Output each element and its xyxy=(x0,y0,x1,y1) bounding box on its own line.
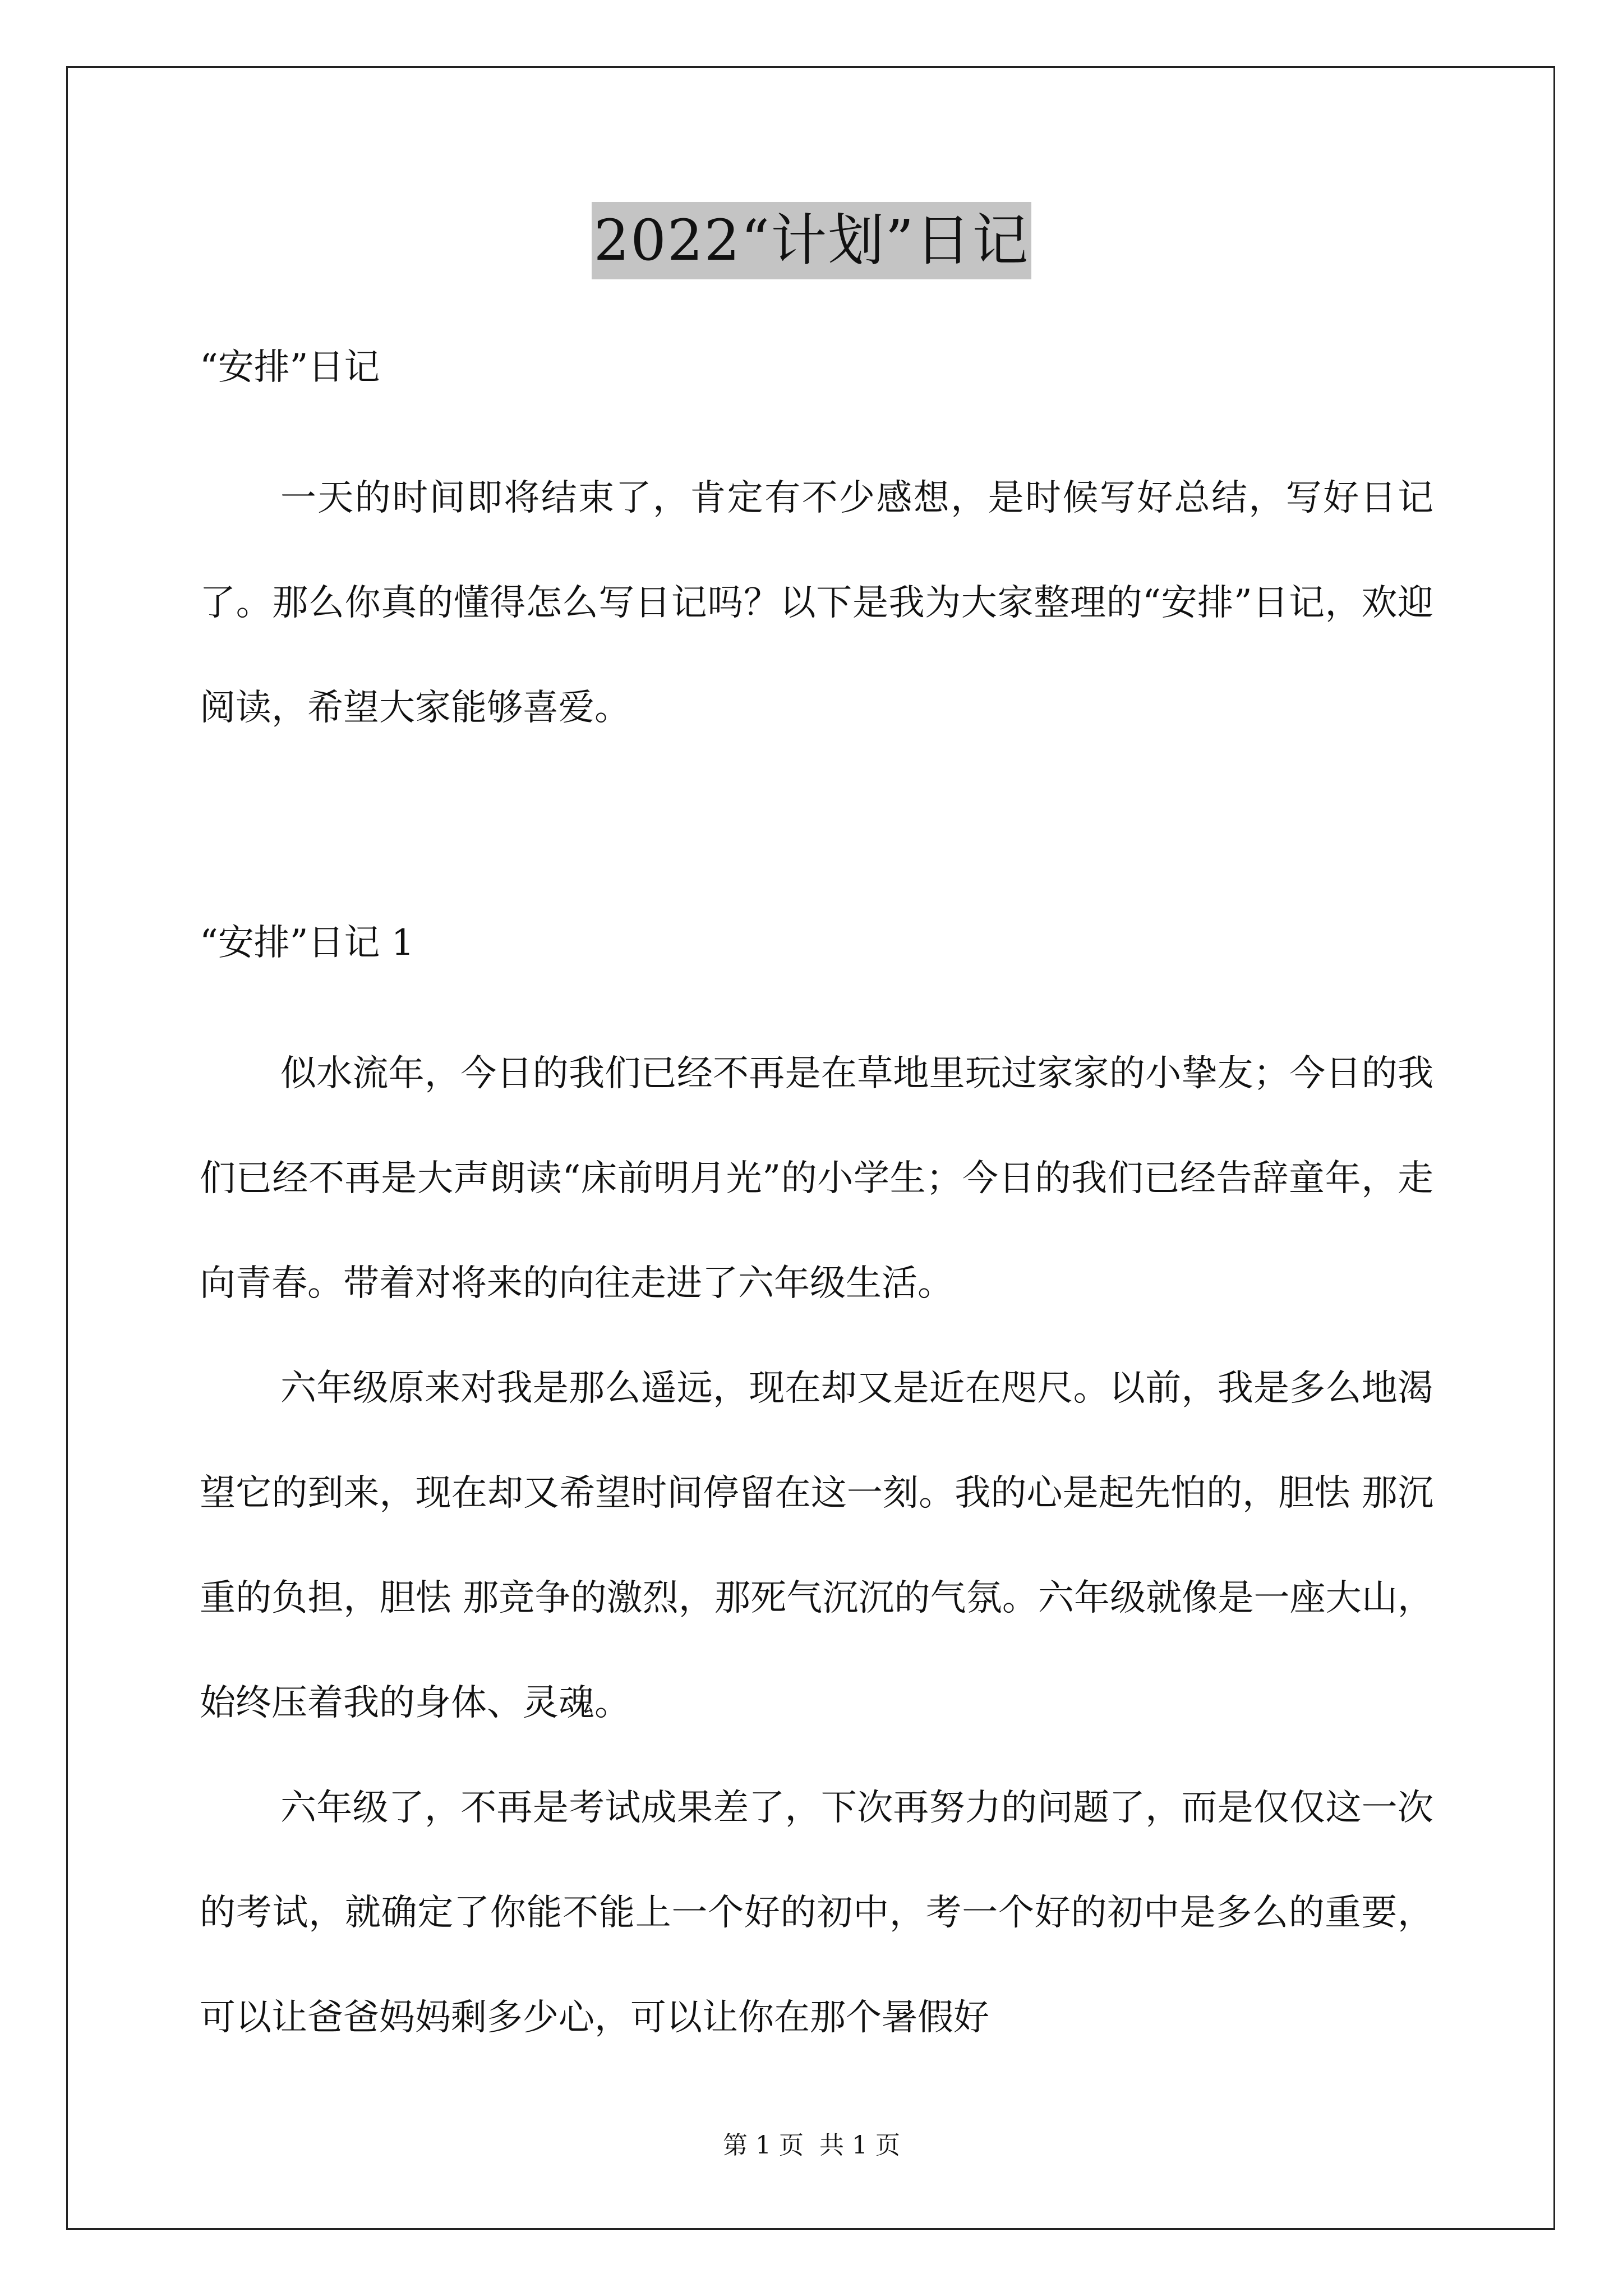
page-total: 共 1 页 xyxy=(819,2131,900,2160)
document-body xyxy=(200,342,1433,2070)
section-heading: “安排”日记 1 xyxy=(200,922,414,964)
title-container xyxy=(0,202,1623,279)
page-number: 第 1 页 xyxy=(723,2131,804,2160)
body-paragraph: 似水流年，今日的我们已经不再是在草地里玩过家家的小挚友；今日的我们已经不再是大声朗读“床前明月光”的小学生；今日的我们已经告辞童年，走向青春。带着对将来的向往走进了六年级生活。 xyxy=(200,1053,1433,1304)
intro-paragraph: 一天的时间即将结束了，肯定有不少感想，是时候写好总结，写好日记了。那么你真的懂得怎么写日记吗？以下是我为大家整理的“安排”日记，欢迎阅读，希望大家能够喜爱。 xyxy=(200,477,1433,729)
body-paragraph: 六年级了，不再是考试成果差了，下次再努力的问题了，而是仅仅这一次的考试，就确定了你能不能上一个好的初中，考一个好的初中是多么的重要，可以让爸爸妈妈剩多少心，可以让你在那个暑假好 xyxy=(200,1787,1433,2039)
section-heading: “安排”日记 xyxy=(200,347,380,388)
document-title: 2022“计划”日记 xyxy=(592,202,1032,279)
page-footer xyxy=(0,2129,1623,2162)
body-paragraph: 六年级原来对我是那么遥远，现在却又是近在咫尺。以前，我是多么地渴望它的到来，现在却又希望时间停留在这一刻。我的心是起先怕的，胆怯 那沉重的负担，胆怯 那竞争的激烈，那死气沉沉的气氛。六年级就像是一座大山，始终压着我的身体、灵魂。 xyxy=(200,1368,1433,1724)
